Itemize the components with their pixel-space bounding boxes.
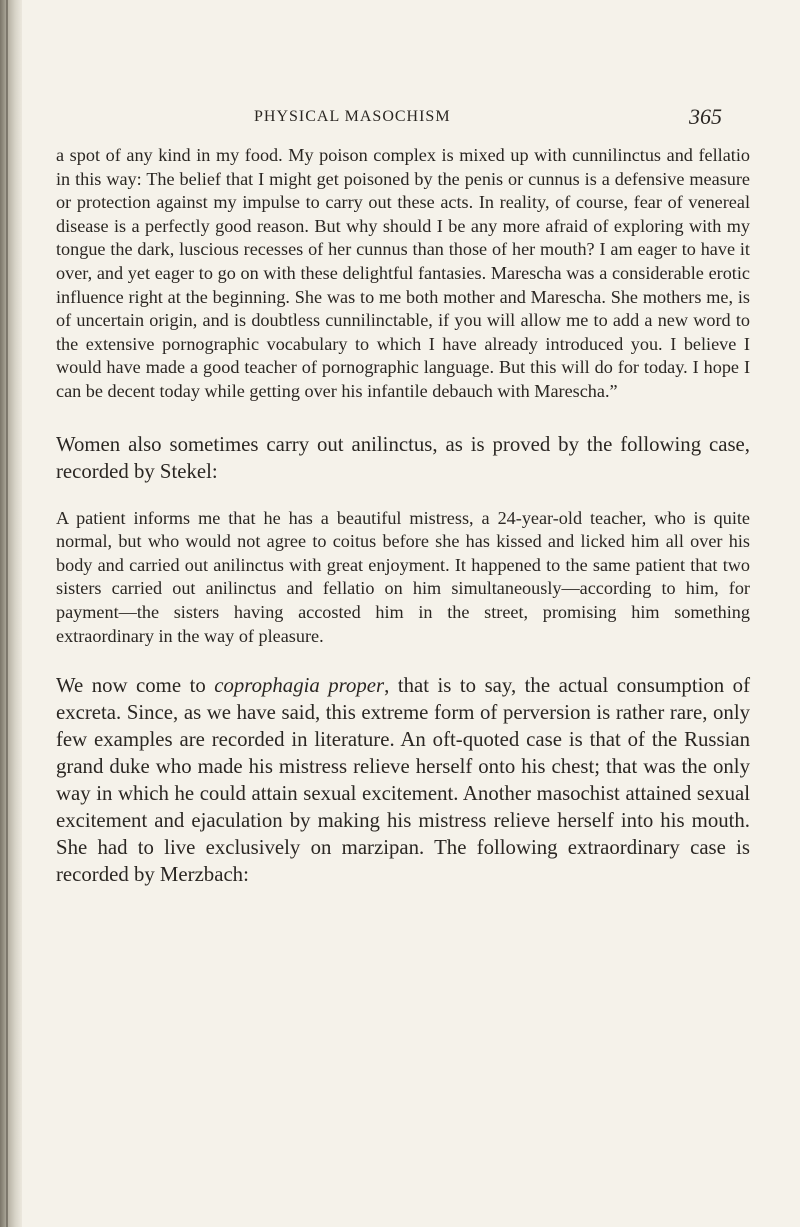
body-paragraph-anilinctus: Women also sometimes carry out anilinctus, as is proved by the following case, recorded by Stekel: <box>56 432 750 483</box>
coprophagia-text-rest: , that is to say, the actual consumption of excreta. Since, as we have said, this extreme form of perversion is rather rare, only few examples are recorded in literature. An oft-quoted case is that of the Russian grand duke who made his mistress relieve herself onto his chest; that was the only way in which he could attain sexual excitement. Another masochist attained sexual excitement and ejaculation by making his mistress relieve herself into his mouth. She had to live exclusively on marzipan. The following extraordinary case is recorded by Merzbach: <box>56 674 750 887</box>
book-page <box>56 104 750 888</box>
quoted-passage-continued: a spot of any kind in my food. My poison complex is mixed up with cunnilinctus and fellatio in this way: The belief that I might get poisoned by the penis or cunnus is a defensive measure or protection against my impulse to carry out these acts. In reality, of course, fear of venereal disease is a perfectly good reason. But why should I be any more afraid of exploring with my tongue the dark, luscious recesses of her cunnus than those of her mouth? I am eager to have it over, and yet eager to go on with these delightful fantasies. Marescha was a considerable erotic influence right at the beginning. She was to me both mother and Marescha. She mothers me, is of uncertain origin, and is doubtless cunnilinctable, if you will allow me to add a new word to the extensive pornographic vocabulary to which I have already introduced you. I believe I would have made a good teacher of pornographic language. But this will do for today. I hope I can be decent today while getting over his infantile debauch with Marescha.” <box>56 145 750 401</box>
book-binding-edge <box>0 0 22 1227</box>
page-number: 365 <box>689 104 722 129</box>
coprophagia-text-start: We now come to <box>56 674 215 698</box>
running-head: PHYSICAL MASOCHISM <box>254 108 451 125</box>
coprophagia-term: coprophagia proper <box>214 674 385 698</box>
page-header <box>56 104 750 144</box>
body-paragraph-coprophagia <box>56 672 750 888</box>
binding-line <box>6 0 8 1227</box>
quoted-case-stekel: A patient informs me that he has a beautiful mistress, a 24-year-old teacher, who is quite normal, but who would not agree to coitus before she has kissed and licked him all over his body and carried out anilinctus with great enjoyment. It happened to the same patient that two sisters carried out anilinctus and fellatio on him simultaneously—according to him, for payment—the sisters having accosted him in the street, promising him something extraordinary in the way of pleasure. <box>56 507 750 646</box>
